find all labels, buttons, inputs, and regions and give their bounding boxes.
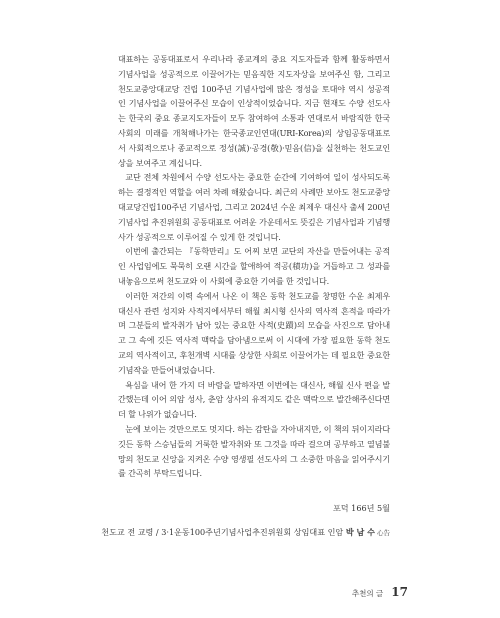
page-footer — [352, 585, 408, 599]
paragraph-2: 교단 전체 차원에서 수양 선도사는 중요한 순간에 기여하여 일이 성사되도록 하는 결정적인 역할을 여러 차례 해왔습니다. 최근의 사례만 보아도 천도교중앙대교당건립100주년 기념사업, 그리고 2024년 수운 최제우 대신사 출세 200년 기념사업 추진위원회 공동대표로 어려운 가운데서도 뜻깊은 기념사업과 기념행사가 성공적으로 이루어질 수 있게 한 것입니다. — [118, 172, 390, 242]
signature-prefix: 천도교 전 교령 / 3·1운동100주년기념사업추진위원회 상임대표 인암 — [101, 527, 346, 537]
body-text — [118, 52, 390, 481]
signature-line — [101, 526, 390, 539]
signature-suffix: 心告 — [374, 529, 390, 537]
page-number: 17 — [391, 585, 408, 599]
section-label: 추천의 글 — [351, 589, 384, 598]
closing-date: 포덕 166년 5월 — [332, 503, 390, 513]
paragraph-6: 눈에 보이는 것만으로도 멋지다. 하는 감탄을 자아내지만, 이 책의 뒤이지라다 깃든 동학 스승님들의 거룩한 발자취와 또 그것을 따라 걸으며 공부하고 열념불망의 천도교 신앙을 지켜온 수양 영생필 선도사의 그 소중한 마음을 읽어주시기를 간곡히 부탁드립니다. — [118, 423, 390, 479]
paragraph-1: 대표하는 공동대표로서 우리나라 종교계의 중요 지도자들과 함께 활동하면서 기념사업을 성공적으로 이끌어가는 믿음직한 지도자상을 보여주신 함, 그리고 천도교중앙대교당 건립 100주년 기념사업에 많은 정성을 토대야 역시 성공적인 기념사업을 이끌어주신 모습이 인상적이었습니다. 지금 현재도 수양 선도사는 한국의 중요 종교지도자들이 모두 참여하여 소통과 연대로서 바람직한 한국 사회의 미래를 개척해나가는 한국종교인연대(URI-Korea)의 상임공동대표로서 사회적으로나 종교적으로 정성(誠)·공경(敬)·믿음(信)을 실천하는 천도교인상을 보여주고 계십니다. — [118, 54, 390, 168]
signature-name: 박 남 수 — [345, 527, 375, 537]
paragraph-4: 이러한 저간의 이력 속에서 나온 이 책은 동학 천도교를 창명한 수운 최제우 대신사 관련 성지와 사적지에서부터 해월 최시형 신사의 역사적 흔적을 따라가며 그분들의 발자취가 남아 있는 중요한 사적(史蹟)의 모습을 사진으로 담아내고 그 속에 깃든 역사적 맥락을 담아냄으로써 이 시대에 가장 필요한 동학 천도교의 역사적이고, 후천개벽 시대를 상상한 사회로 이끌어가는 데 필요한 중요한 기념작을 만들어내었습니다. — [118, 290, 390, 375]
paragraph-3: 이번에 출간되는 『동학만리』도 어찌 보면 교단의 자산을 만들어내는 공적인 사업임에도 묵묵히 오랜 시간을 할애하여 적공(積功)을 거듭하고 그 성과를 내놓음으로써 천도교와 이 사회에 중요한 기여를 한 것입니다. — [118, 246, 390, 286]
paragraph-5: 욕심을 내어 한 가지 더 바람을 말하자면 이번에는 대신사, 해월 신사 편을 발간했는데 이어 의암 성사, 춘암 상사의 유적지도 같은 맥락으로 발간해주신다면 더 할 나위가 없습니다. — [118, 379, 390, 420]
